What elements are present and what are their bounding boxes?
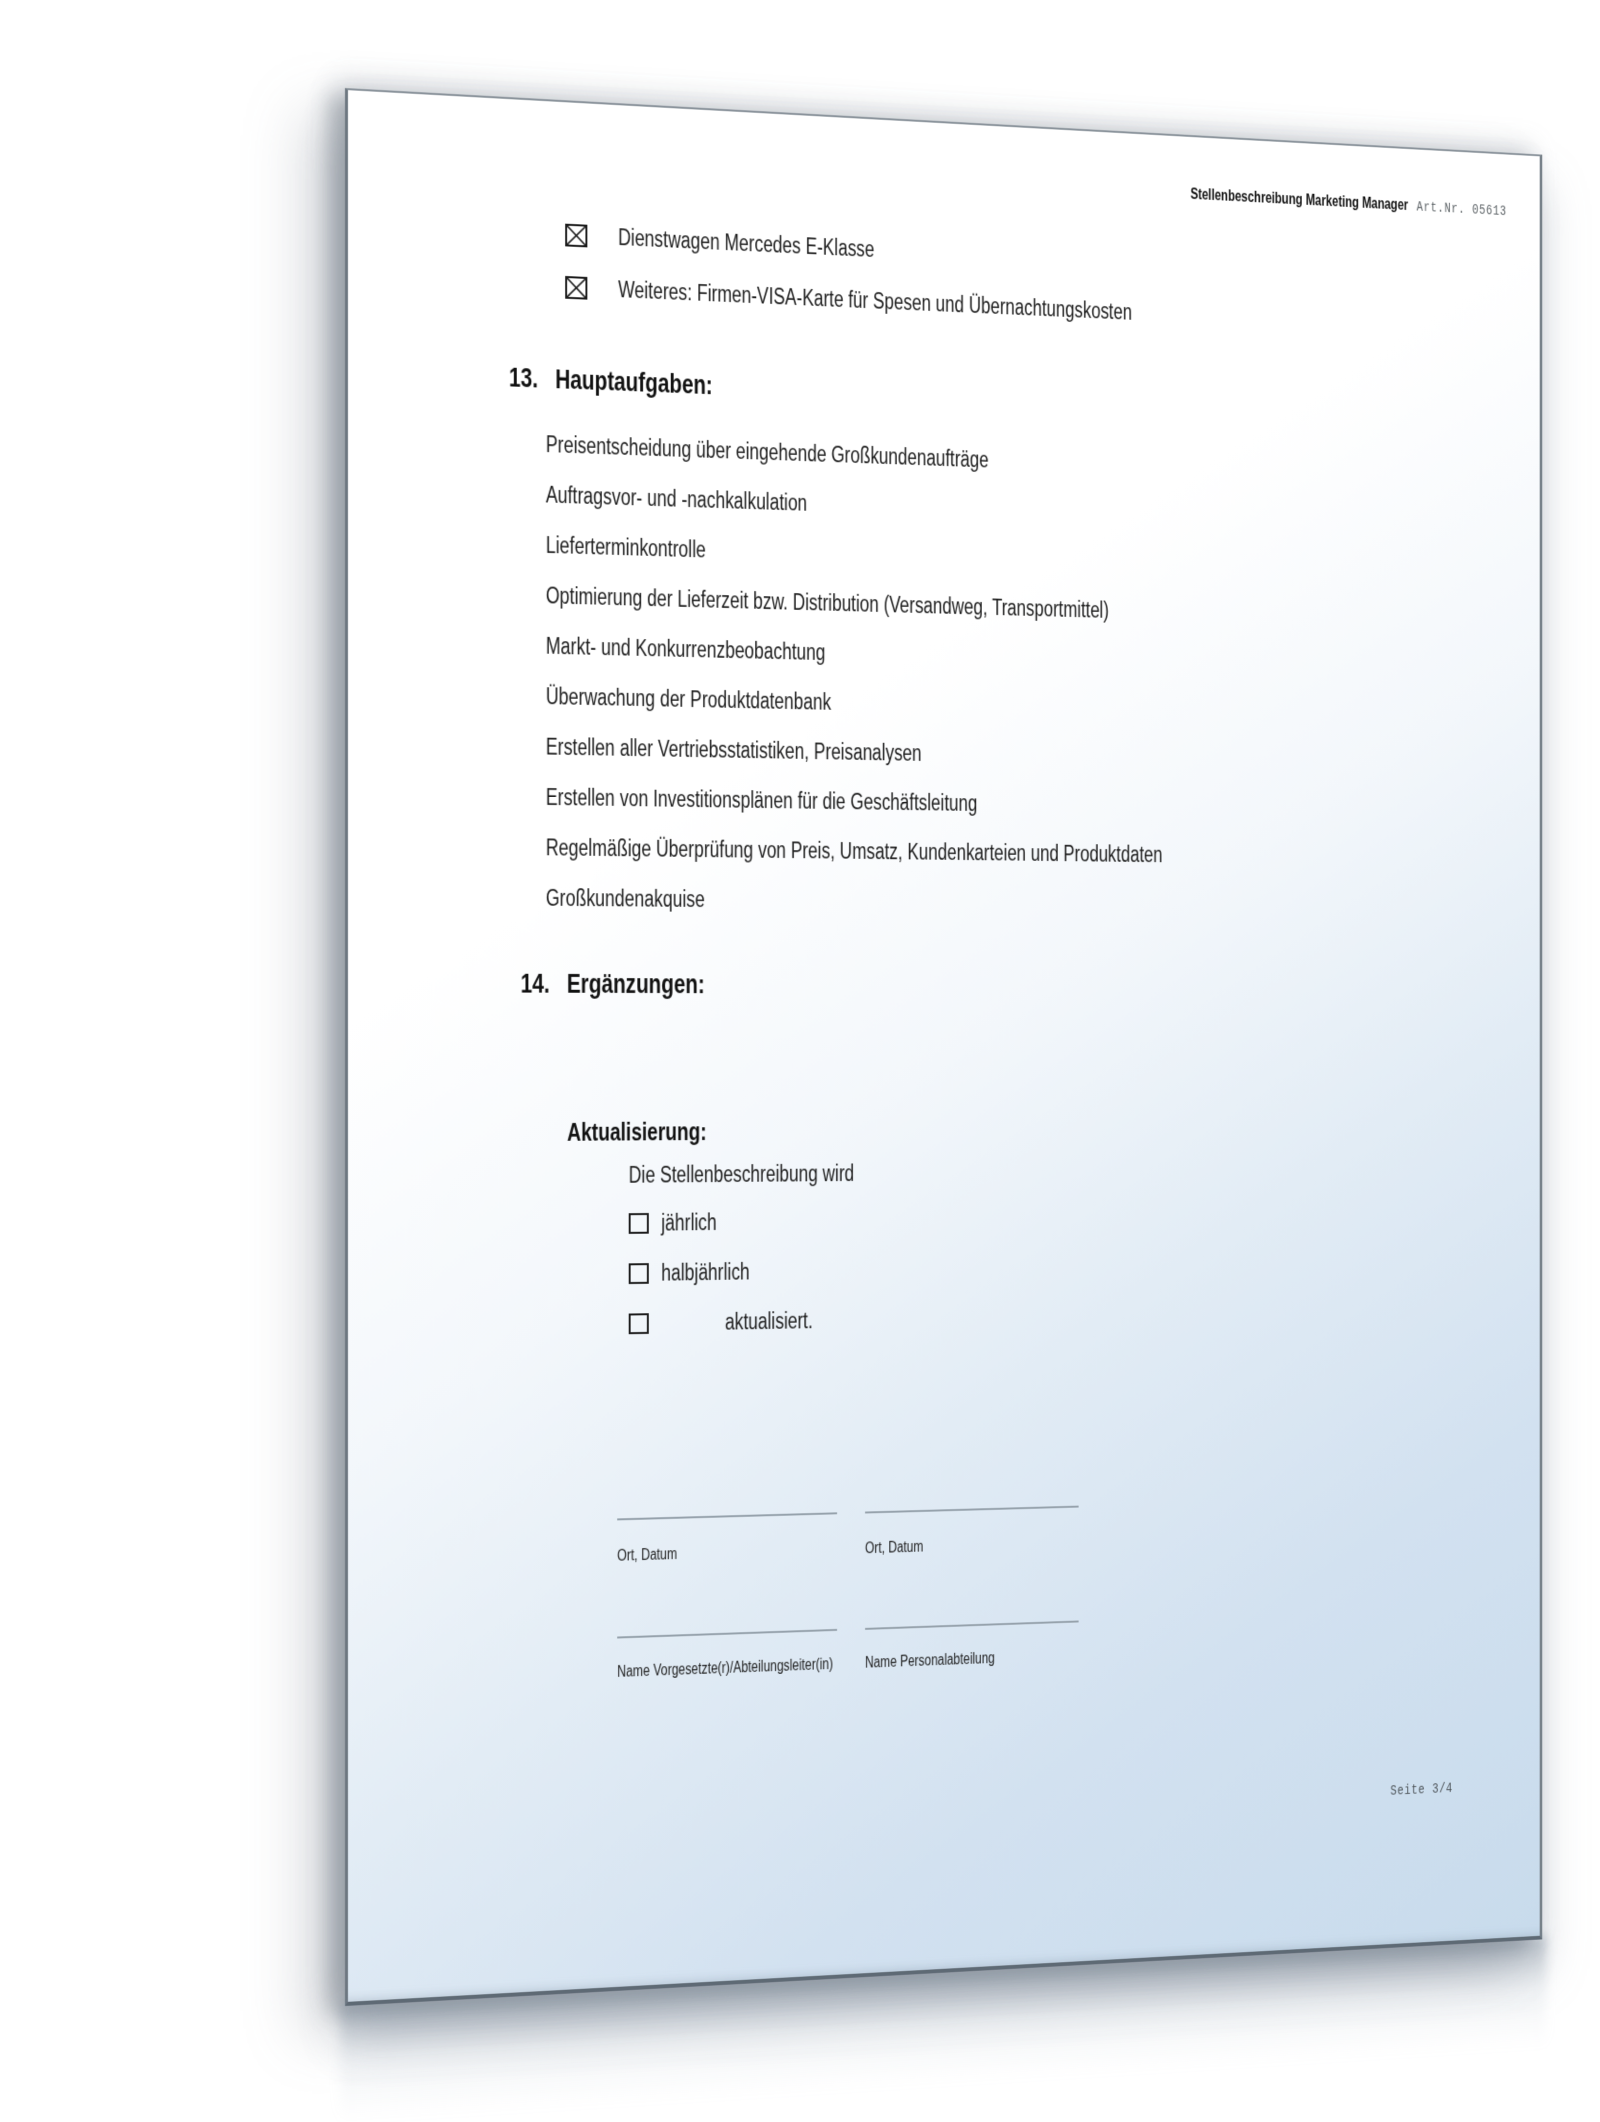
signature-label: Name Vorgesetzte(r)/Abteilungsleiter(in) xyxy=(617,1656,833,1681)
unchecked-checkbox-icon[interactable] xyxy=(629,1313,649,1334)
update-option-row xyxy=(629,1210,731,1236)
task-item: Auftragsvor- und -nachkalkulation xyxy=(545,481,808,516)
signature-line[interactable] xyxy=(617,1512,837,1520)
aktualisierung-intro: Die Stellenbeschreibung wird xyxy=(628,1160,855,1188)
update-option-label: aktualisiert. xyxy=(724,1307,813,1335)
benefit-label: Weiteres: Firmen-VISA-Karte für Spesen und Übernachtungskosten xyxy=(618,276,1132,325)
task-item: Regelmäßige Überprüfung von Preis, Umsatz, Kundenkarteien und Produktdaten xyxy=(545,834,1163,867)
task-item: Markt- und Konkurrenzbeobachtung xyxy=(545,632,826,665)
section-title: Hauptaufgaben: xyxy=(555,364,713,401)
benefit-label: Dienstwagen Mercedes E-Klasse xyxy=(618,224,875,262)
checked-checkbox-icon[interactable] xyxy=(565,224,587,248)
update-option-row xyxy=(629,1260,772,1287)
signature-label: Ort, Datum xyxy=(865,1538,924,1558)
section-number: 14. xyxy=(520,968,550,999)
unchecked-checkbox-icon[interactable] xyxy=(629,1263,649,1284)
aktualisierung-heading: Aktualisierung: xyxy=(567,1118,707,1147)
signature-label: Ort, Datum xyxy=(617,1546,678,1565)
signature-line[interactable] xyxy=(865,1621,1079,1630)
section-title: Ergänzungen: xyxy=(566,969,705,1000)
benefit-row xyxy=(565,223,937,265)
article-number: Art.Nr. 05613 xyxy=(1416,199,1507,220)
benefit-row xyxy=(565,275,1255,330)
section-14-heading xyxy=(521,969,705,1000)
checked-checkbox-icon[interactable] xyxy=(565,276,587,300)
section-number: 13. xyxy=(508,362,539,394)
document-sheet xyxy=(345,88,1542,2006)
signature-line[interactable] xyxy=(865,1506,1079,1514)
task-item: Lieferterminkontrolle xyxy=(545,532,706,563)
task-item: Großkundenakquise xyxy=(545,884,705,912)
task-item: Preisentscheidung über eingehende Großkundenaufträge xyxy=(545,431,989,473)
task-item: Optimierung der Lieferzeit bzw. Distribution (Versandweg, Transportmittel) xyxy=(545,582,1109,623)
task-item: Erstellen aller Vertriebsstatistiken, Preisanalysen xyxy=(545,733,922,766)
document-title: Stellenbeschreibung Marketing Manager xyxy=(1190,186,1409,214)
signature-line[interactable] xyxy=(617,1629,837,1639)
update-option-label: halbjährlich xyxy=(661,1258,750,1286)
update-option-label: jährlich xyxy=(661,1209,717,1236)
signature-label: Name Personalabteilung xyxy=(865,1650,995,1672)
document-header xyxy=(1191,186,1507,219)
section-13-heading xyxy=(509,363,713,402)
unchecked-checkbox-icon[interactable] xyxy=(629,1213,649,1234)
update-option-row xyxy=(629,1308,835,1336)
task-item: Erstellen von Investitionsplänen für die Geschäftsleitung xyxy=(545,784,978,816)
page-number: Seite 3/4 xyxy=(1390,1781,1454,1800)
task-item: Überwachung der Produktdatenbank xyxy=(545,683,832,715)
